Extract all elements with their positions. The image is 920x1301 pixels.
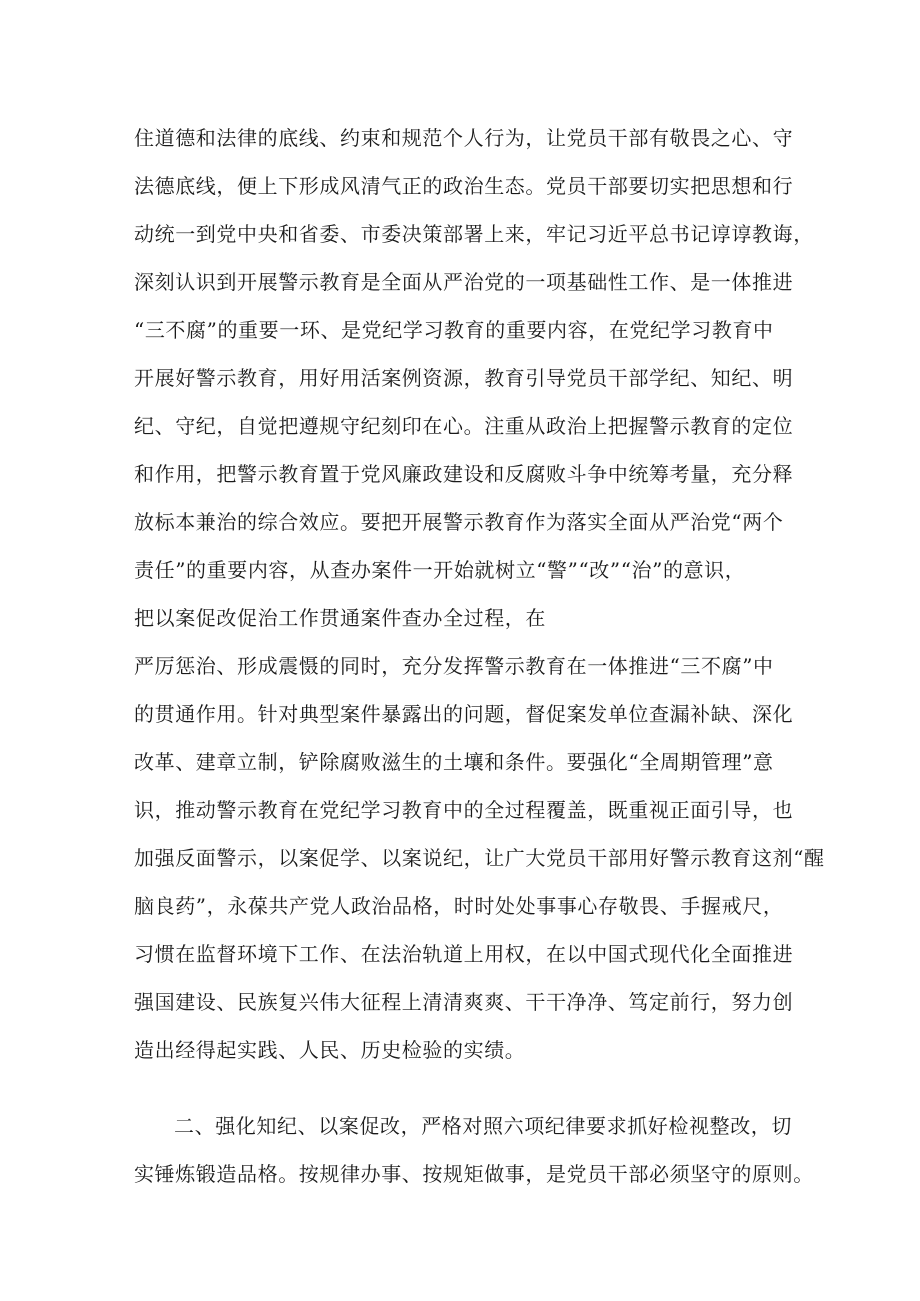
text-line: 把以案促改促治工作贯通案件查办全过程，在	[134, 606, 546, 630]
text-line: 责任”的重要内容，从查办案件一开始就树立“警”“改”“治”的意识，	[134, 558, 746, 582]
text-line: 实锤炼锻造品格。按规律办事、按规矩做事，是党员干部必须坚守的原则。	[134, 1162, 814, 1186]
text-line: 强国建设、民族复兴伟大征程上清清爽爽、干干净净、笃定前行，努力创	[134, 990, 794, 1014]
text-line: 识，推动警示教育在党纪学习教育中的全过程覆盖，既重视正面引导，也	[134, 798, 794, 822]
text-line: 住道德和法律的底线、约束和规范个人行为，让党员干部有敬畏之心、守	[134, 126, 794, 150]
text-line: 开展好警示教育，用好用活案例资源，教育引导党员干部学纪、知纪、明	[134, 366, 794, 390]
text-line: “三不腐”的重要一环、是党纪学习教育的重要内容，在党纪学习教育中	[134, 318, 774, 342]
text-line: 改革、建章立制，铲除腐败滋生的土壤和条件。要强化“全周期管理”意	[134, 750, 774, 774]
text-line: 的贯通作用。针对典型案件暴露出的问题，督促案发单位查漏补缺、深化	[134, 702, 794, 726]
text-line: 动统一到党中央和省委、市委决策部署上来，牢记习近平总书记谆谆教诲，	[134, 222, 814, 246]
text-line: 加强反面警示，以案促学、以案说纪，让广大党员干部用好警示教育这剂“醒	[134, 846, 825, 870]
text-line: 纪、守纪，自觉把遵规守纪刻印在心。注重从政治上把握警示教育的定位	[134, 414, 794, 438]
text-line: 深刻认识到开展警示教育是全面从严治党的一项基础性工作、是一体推进	[134, 270, 794, 294]
section-heading-line: 二、强化知纪、以案促改，严格对照六项纪律要求抓好检视整改，切	[174, 1114, 792, 1138]
text-line: 严厉惩治、形成震慑的同时，充分发挥警示教育在一体推进“三不腐”中	[134, 654, 774, 678]
text-line: 放标本兼治的综合效应。要把开展警示教育作为落实全面从严治党“两个	[134, 510, 784, 534]
text-line: 习惯在监督环境下工作、在法治轨道上用权，在以中国式现代化全面推进	[134, 942, 794, 966]
text-line: 法德底线，便上下形成风清气正的政治生态。党员干部要切实把思想和行	[134, 174, 794, 198]
text-line: 和作用，把警示教育置于党风廉政建设和反腐败斗争中统筹考量，充分释	[134, 462, 794, 486]
text-line: 造出经得起实践、人民、历史检验的实绩。	[134, 1038, 526, 1062]
text-line: 脑良药”，永葆共产党人政治品格，时时处处事事心存敬畏、手握戒尺，	[134, 894, 784, 918]
